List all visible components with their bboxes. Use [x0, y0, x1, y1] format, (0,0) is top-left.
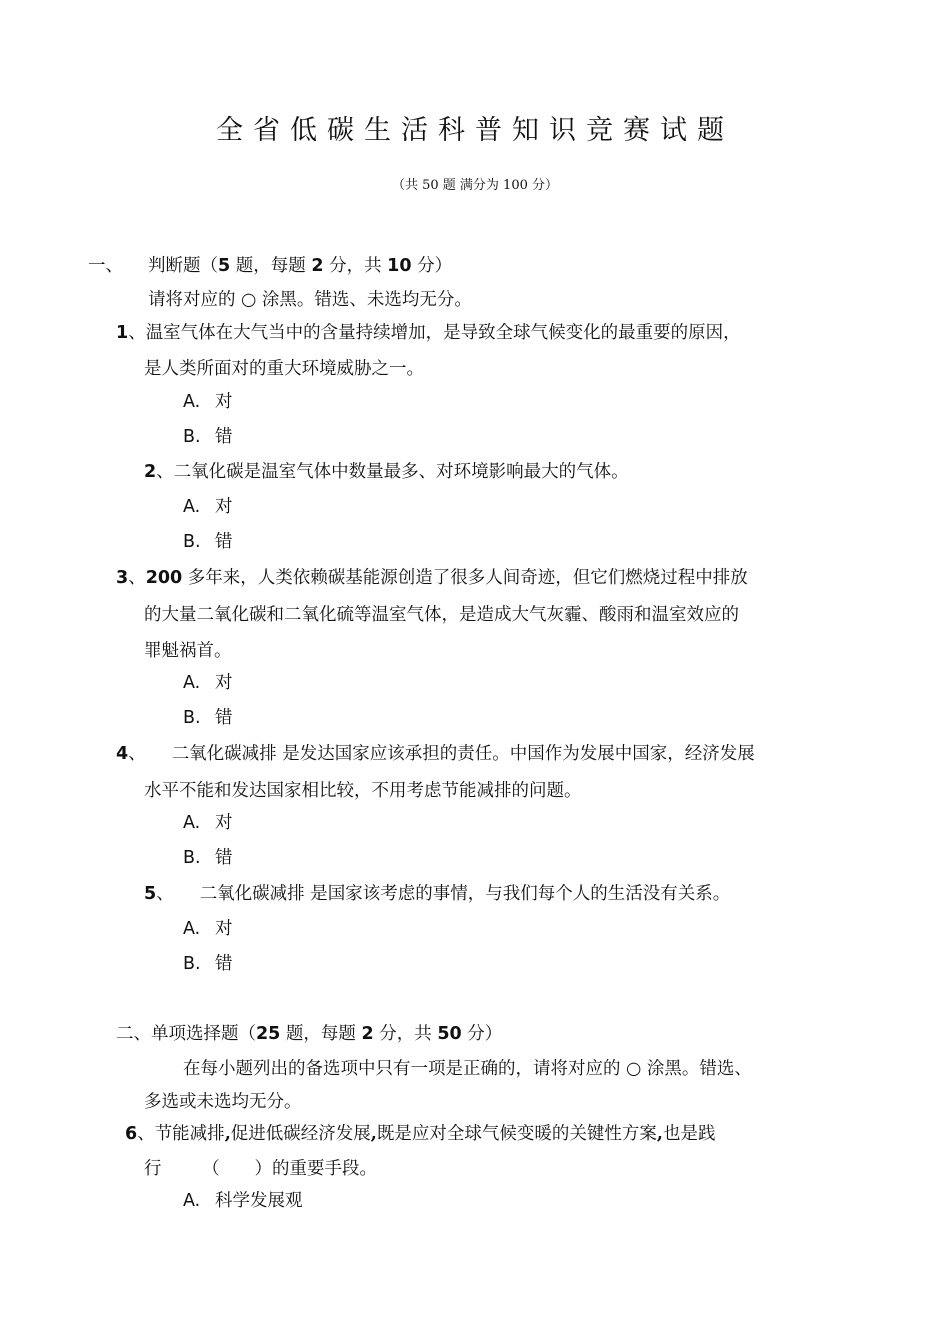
section2-heading: 二、单项选择题（25 题，每题 2 分，共 50 分） [116, 1024, 503, 1044]
section2-instruction-line2: 多选或未选均无分。 [144, 1092, 302, 1112]
section1-heading: 判断题（5 题，每题 2 分，共 10 分） [148, 256, 453, 276]
question-4-option-a[interactable]: A. 对 [183, 813, 233, 833]
question-1: 1、温室气体在大气当中的含量持续增加，是导致全球气候变化的最重要的原因， [116, 323, 741, 343]
question-5-option-b[interactable]: B. 错 [183, 954, 233, 974]
section2-instruction: 在每小题列出的备选项中只有一项是正确的，请将对应的 ○ 涂黑。错选、 [183, 1059, 752, 1079]
question-6-option-a[interactable]: A. 科学发展观 [183, 1191, 303, 1211]
question-5: 5、 二氧化碳减排 是国家该考虑的事情，与我们每个人的生活没有关系。 [144, 884, 731, 904]
question-3-option-a[interactable]: A. 对 [183, 673, 233, 693]
question-4-option-b[interactable]: B. 错 [183, 848, 233, 868]
question-2-option-b[interactable]: B. 错 [183, 532, 233, 552]
section1-instruction: 请将对应的 ○ 涂黑。错选、未选均无分。 [148, 290, 472, 310]
question-5-option-a[interactable]: A. 对 [183, 919, 233, 939]
question-4-line2: 水平不能和发达国家相比较，不用考虑节能减排的问题。 [144, 781, 582, 801]
question-1-line2: 是人类所面对的重大环境威胁之一。 [144, 359, 424, 379]
page-subtitle: （共 50 题 满分为 100 分） [391, 178, 559, 193]
question-2: 2、二氧化碳是温室气体中数量最多、对环境影响最大的气体。 [144, 462, 629, 482]
question-1-option-b[interactable]: B. 错 [183, 427, 233, 447]
section1-number: 一、 [88, 256, 123, 276]
question-6-line2: 行 （ ）的重要手段。 [144, 1159, 378, 1179]
question-3: 3、200 多年来，人类依赖碳基能源创造了很多人间奇迹，但它们燃烧过程中排放 [116, 568, 748, 588]
question-1-option-a[interactable]: A. 对 [183, 392, 233, 412]
page-title: 全省低碳生活科普知识竞赛试题 [216, 115, 734, 146]
question-4: 4、 二氧化碳减排 是发达国家应该承担的责任。中国作为发展中国家，经济发展 [116, 744, 755, 764]
question-3-line2: 的大量二氧化碳和二氧化硫等温室气体，是造成大气灰霾、酸雨和温室效应的 [144, 605, 739, 625]
question-6: 6、节能减排,促进低碳经济发展,既是应对全球气候变暖的关键性方案,也是践 [125, 1124, 716, 1144]
question-3-line3: 罪魁祸首。 [144, 641, 232, 661]
question-3-option-b[interactable]: B. 错 [183, 708, 233, 728]
question-2-option-a[interactable]: A. 对 [183, 497, 233, 517]
